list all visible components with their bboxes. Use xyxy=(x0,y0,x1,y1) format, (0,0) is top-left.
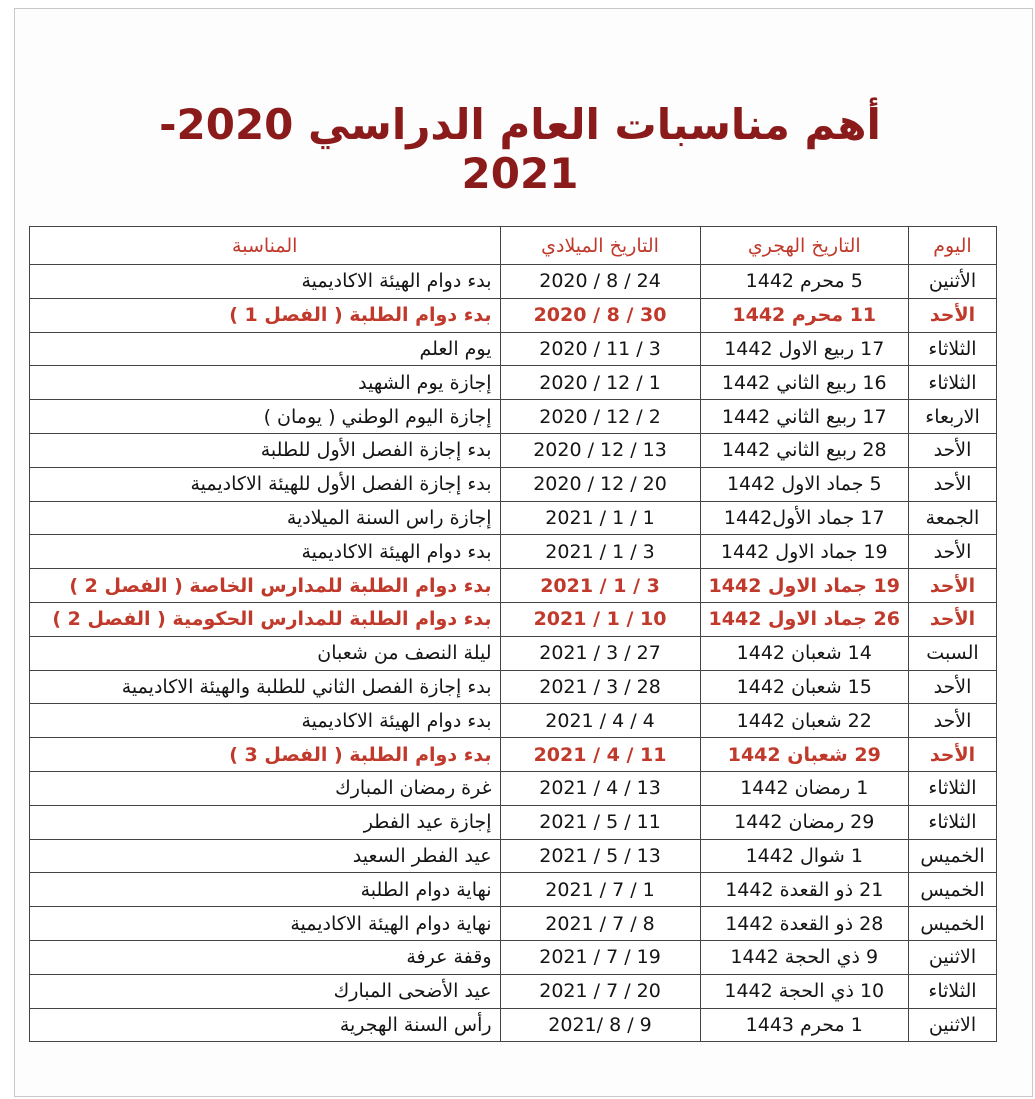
table-row xyxy=(30,265,997,299)
cell-gregorian-date: 2021 / 1 / 3 xyxy=(500,569,700,603)
cell-hijri-date: 28 ربيع الثاني 1442 xyxy=(700,433,908,467)
cell-day: الثلاثاء xyxy=(909,974,997,1008)
cell-event: نهاية دوام الهيئة الاكاديمية xyxy=(30,907,501,941)
table-row xyxy=(30,366,997,400)
cell-event: بدء دوام الهيئة الاكاديمية xyxy=(30,535,501,569)
cell-event: بدء دوام الطلبة للمدارس الحكومية ( الفصل 2 ) xyxy=(30,602,501,636)
cell-hijri-date: 29 رمضان 1442 xyxy=(700,805,908,839)
cell-hijri-date: 17 جماد الأول1442 xyxy=(700,501,908,535)
cell-gregorian-date: 2020 / 12 / 2 xyxy=(500,400,700,434)
header-day: اليوم xyxy=(909,227,997,265)
cell-event: بدء إجازة الفصل الأول للهيئة الاكاديمية xyxy=(30,467,501,501)
table-row xyxy=(30,805,997,839)
cell-gregorian-date: 2020 / 8 / 24 xyxy=(500,265,700,299)
cell-event: بدء دوام الطلبة للمدارس الخاصة ( الفصل 2 ) xyxy=(30,569,501,603)
cell-day: الأثنين xyxy=(909,265,997,299)
cell-gregorian-date: 2021 / 7 / 8 xyxy=(500,907,700,941)
header-hijri-date: التاريخ الهجري xyxy=(700,227,908,265)
cell-event: إجازة يوم الشهيد xyxy=(30,366,501,400)
cell-event: عيد الفطر السعيد xyxy=(30,839,501,873)
cell-gregorian-date: 2021 / 3 / 28 xyxy=(500,670,700,704)
cell-hijri-date: 5 محرم 1442 xyxy=(700,265,908,299)
cell-hijri-date: 22 شعبان 1442 xyxy=(700,704,908,738)
cell-event: ليلة النصف من شعبان xyxy=(30,636,501,670)
table-row xyxy=(30,433,997,467)
cell-day: الاثنين xyxy=(909,1008,997,1042)
table-row xyxy=(30,940,997,974)
cell-event: بدء إجازة الفصل الثاني للطلبة والهيئة الاكاديمية xyxy=(30,670,501,704)
table-row xyxy=(30,670,997,704)
cell-event: إجازة راس السنة الميلادية xyxy=(30,501,501,535)
cell-event: نهاية دوام الطلبة xyxy=(30,873,501,907)
cell-gregorian-date: 2021 / 7 / 20 xyxy=(500,974,700,1008)
table-row xyxy=(30,738,997,772)
table-row xyxy=(30,907,997,941)
header-gregorian-date: التاريخ الميلادي xyxy=(500,227,700,265)
table-row xyxy=(30,602,997,636)
cell-gregorian-date: 2021 / 1 / 3 xyxy=(500,535,700,569)
cell-hijri-date: 19 جماد الاول 1442 xyxy=(700,569,908,603)
cell-hijri-date: 1 رمضان 1442 xyxy=(700,771,908,805)
cell-gregorian-date: 2020 / 12 / 13 xyxy=(500,433,700,467)
table-row xyxy=(30,873,997,907)
cell-day: الأحد xyxy=(909,298,997,332)
cell-day: الثلاثاء xyxy=(909,332,997,366)
cell-gregorian-date: 2021 / 5 / 13 xyxy=(500,839,700,873)
table-row xyxy=(30,1008,997,1042)
cell-hijri-date: 29 شعبان 1442 xyxy=(700,738,908,772)
cell-day: الجمعة xyxy=(909,501,997,535)
cell-event: بدء دوام الطلبة ( الفصل 3 ) xyxy=(30,738,501,772)
cell-hijri-date: 26 جماد الاول 1442 xyxy=(700,602,908,636)
cell-gregorian-date: 2021 / 4 / 4 xyxy=(500,704,700,738)
cell-gregorian-date: 2021/ 8 / 9 xyxy=(500,1008,700,1042)
cell-hijri-date: 17 ربيع الثاني 1442 xyxy=(700,400,908,434)
cell-day: الثلاثاء xyxy=(909,805,997,839)
cell-day: الثلاثاء xyxy=(909,366,997,400)
cell-hijri-date: 10 ذي الحجة 1442 xyxy=(700,974,908,1008)
cell-gregorian-date: 2021 / 7 / 19 xyxy=(500,940,700,974)
cell-gregorian-date: 2021 / 5 / 11 xyxy=(500,805,700,839)
cell-event: غرة رمضان المبارك xyxy=(30,771,501,805)
cell-event: وقفة عرفة xyxy=(30,940,501,974)
cell-event: عيد الأضحى المبارك xyxy=(30,974,501,1008)
table-row xyxy=(30,298,997,332)
cell-event: إجازة اليوم الوطني ( يومان ) xyxy=(30,400,501,434)
cell-event: يوم العلم xyxy=(30,332,501,366)
cell-event: رأس السنة الهجرية xyxy=(30,1008,501,1042)
cell-event: بدء إجازة الفصل الأول للطلبة xyxy=(30,433,501,467)
cell-day: الخميس xyxy=(909,907,997,941)
cell-hijri-date: 9 ذي الحجة 1442 xyxy=(700,940,908,974)
table-row xyxy=(30,704,997,738)
cell-day: الأحد xyxy=(909,535,997,569)
cell-event: إجازة عيد الفطر xyxy=(30,805,501,839)
cell-hijri-date: 1 محرم 1443 xyxy=(700,1008,908,1042)
table-row xyxy=(30,771,997,805)
cell-hijri-date: 28 ذو القعدة 1442 xyxy=(700,907,908,941)
table-body xyxy=(30,265,997,1042)
table-row xyxy=(30,636,997,670)
cell-day: الأحد xyxy=(909,569,997,603)
cell-hijri-date: 14 شعبان 1442 xyxy=(700,636,908,670)
cell-hijri-date: 17 ربيع الاول 1442 xyxy=(700,332,908,366)
table-row xyxy=(30,400,997,434)
table-row xyxy=(30,569,997,603)
cell-gregorian-date: 2020 / 8 / 30 xyxy=(500,298,700,332)
table-header-row xyxy=(30,227,997,265)
cell-hijri-date: 19 جماد الاول 1442 xyxy=(700,535,908,569)
cell-hijri-date: 1 شوال 1442 xyxy=(700,839,908,873)
cell-gregorian-date: 2020 / 12 / 1 xyxy=(500,366,700,400)
cell-day: الأحد xyxy=(909,704,997,738)
cell-day: الأحد xyxy=(909,602,997,636)
cell-hijri-date: 11 محرم 1442 xyxy=(700,298,908,332)
cell-day: الخميس xyxy=(909,873,997,907)
cell-day: الاثنين xyxy=(909,940,997,974)
table-row xyxy=(30,467,997,501)
cell-day: الاربعاء xyxy=(909,400,997,434)
cell-gregorian-date: 2021 / 4 / 13 xyxy=(500,771,700,805)
cell-day: الأحد xyxy=(909,670,997,704)
cell-hijri-date: 21 ذو القعدة 1442 xyxy=(700,873,908,907)
cell-event: بدء دوام الهيئة الاكاديمية xyxy=(30,265,501,299)
cell-day: الأحد xyxy=(909,738,997,772)
events-table xyxy=(29,226,997,1042)
cell-gregorian-date: 2021 / 4 / 11 xyxy=(500,738,700,772)
cell-hijri-date: 16 ربيع الثاني 1442 xyxy=(700,366,908,400)
table-row xyxy=(30,839,997,873)
cell-gregorian-date: 2021 / 1 / 10 xyxy=(500,602,700,636)
cell-day: السبت xyxy=(909,636,997,670)
header-event: المناسبة xyxy=(30,227,501,265)
cell-gregorian-date: 2021 / 3 / 27 xyxy=(500,636,700,670)
cell-hijri-date: 5 جماد الاول 1442 xyxy=(700,467,908,501)
cell-day: الخميس xyxy=(909,839,997,873)
table-row xyxy=(30,332,997,366)
cell-gregorian-date: 2020 / 12 / 20 xyxy=(500,467,700,501)
page-title: أهم مناسبات العام الدراسي 2020-2021 xyxy=(159,100,881,198)
cell-gregorian-date: 2021 / 7 / 1 xyxy=(500,873,700,907)
cell-gregorian-date: 2021 / 1 / 1 xyxy=(500,501,700,535)
cell-day: الثلاثاء xyxy=(909,771,997,805)
cell-hijri-date: 15 شعبان 1442 xyxy=(700,670,908,704)
table-row xyxy=(30,501,997,535)
cell-gregorian-date: 2020 / 11 / 3 xyxy=(500,332,700,366)
table-row xyxy=(30,974,997,1008)
cell-day: الأحد xyxy=(909,433,997,467)
cell-event: بدء دوام الطلبة ( الفصل 1 ) xyxy=(30,298,501,332)
cell-day: الأحد xyxy=(909,467,997,501)
cell-event: بدء دوام الهيئة الاكاديمية xyxy=(30,704,501,738)
table-row xyxy=(30,535,997,569)
